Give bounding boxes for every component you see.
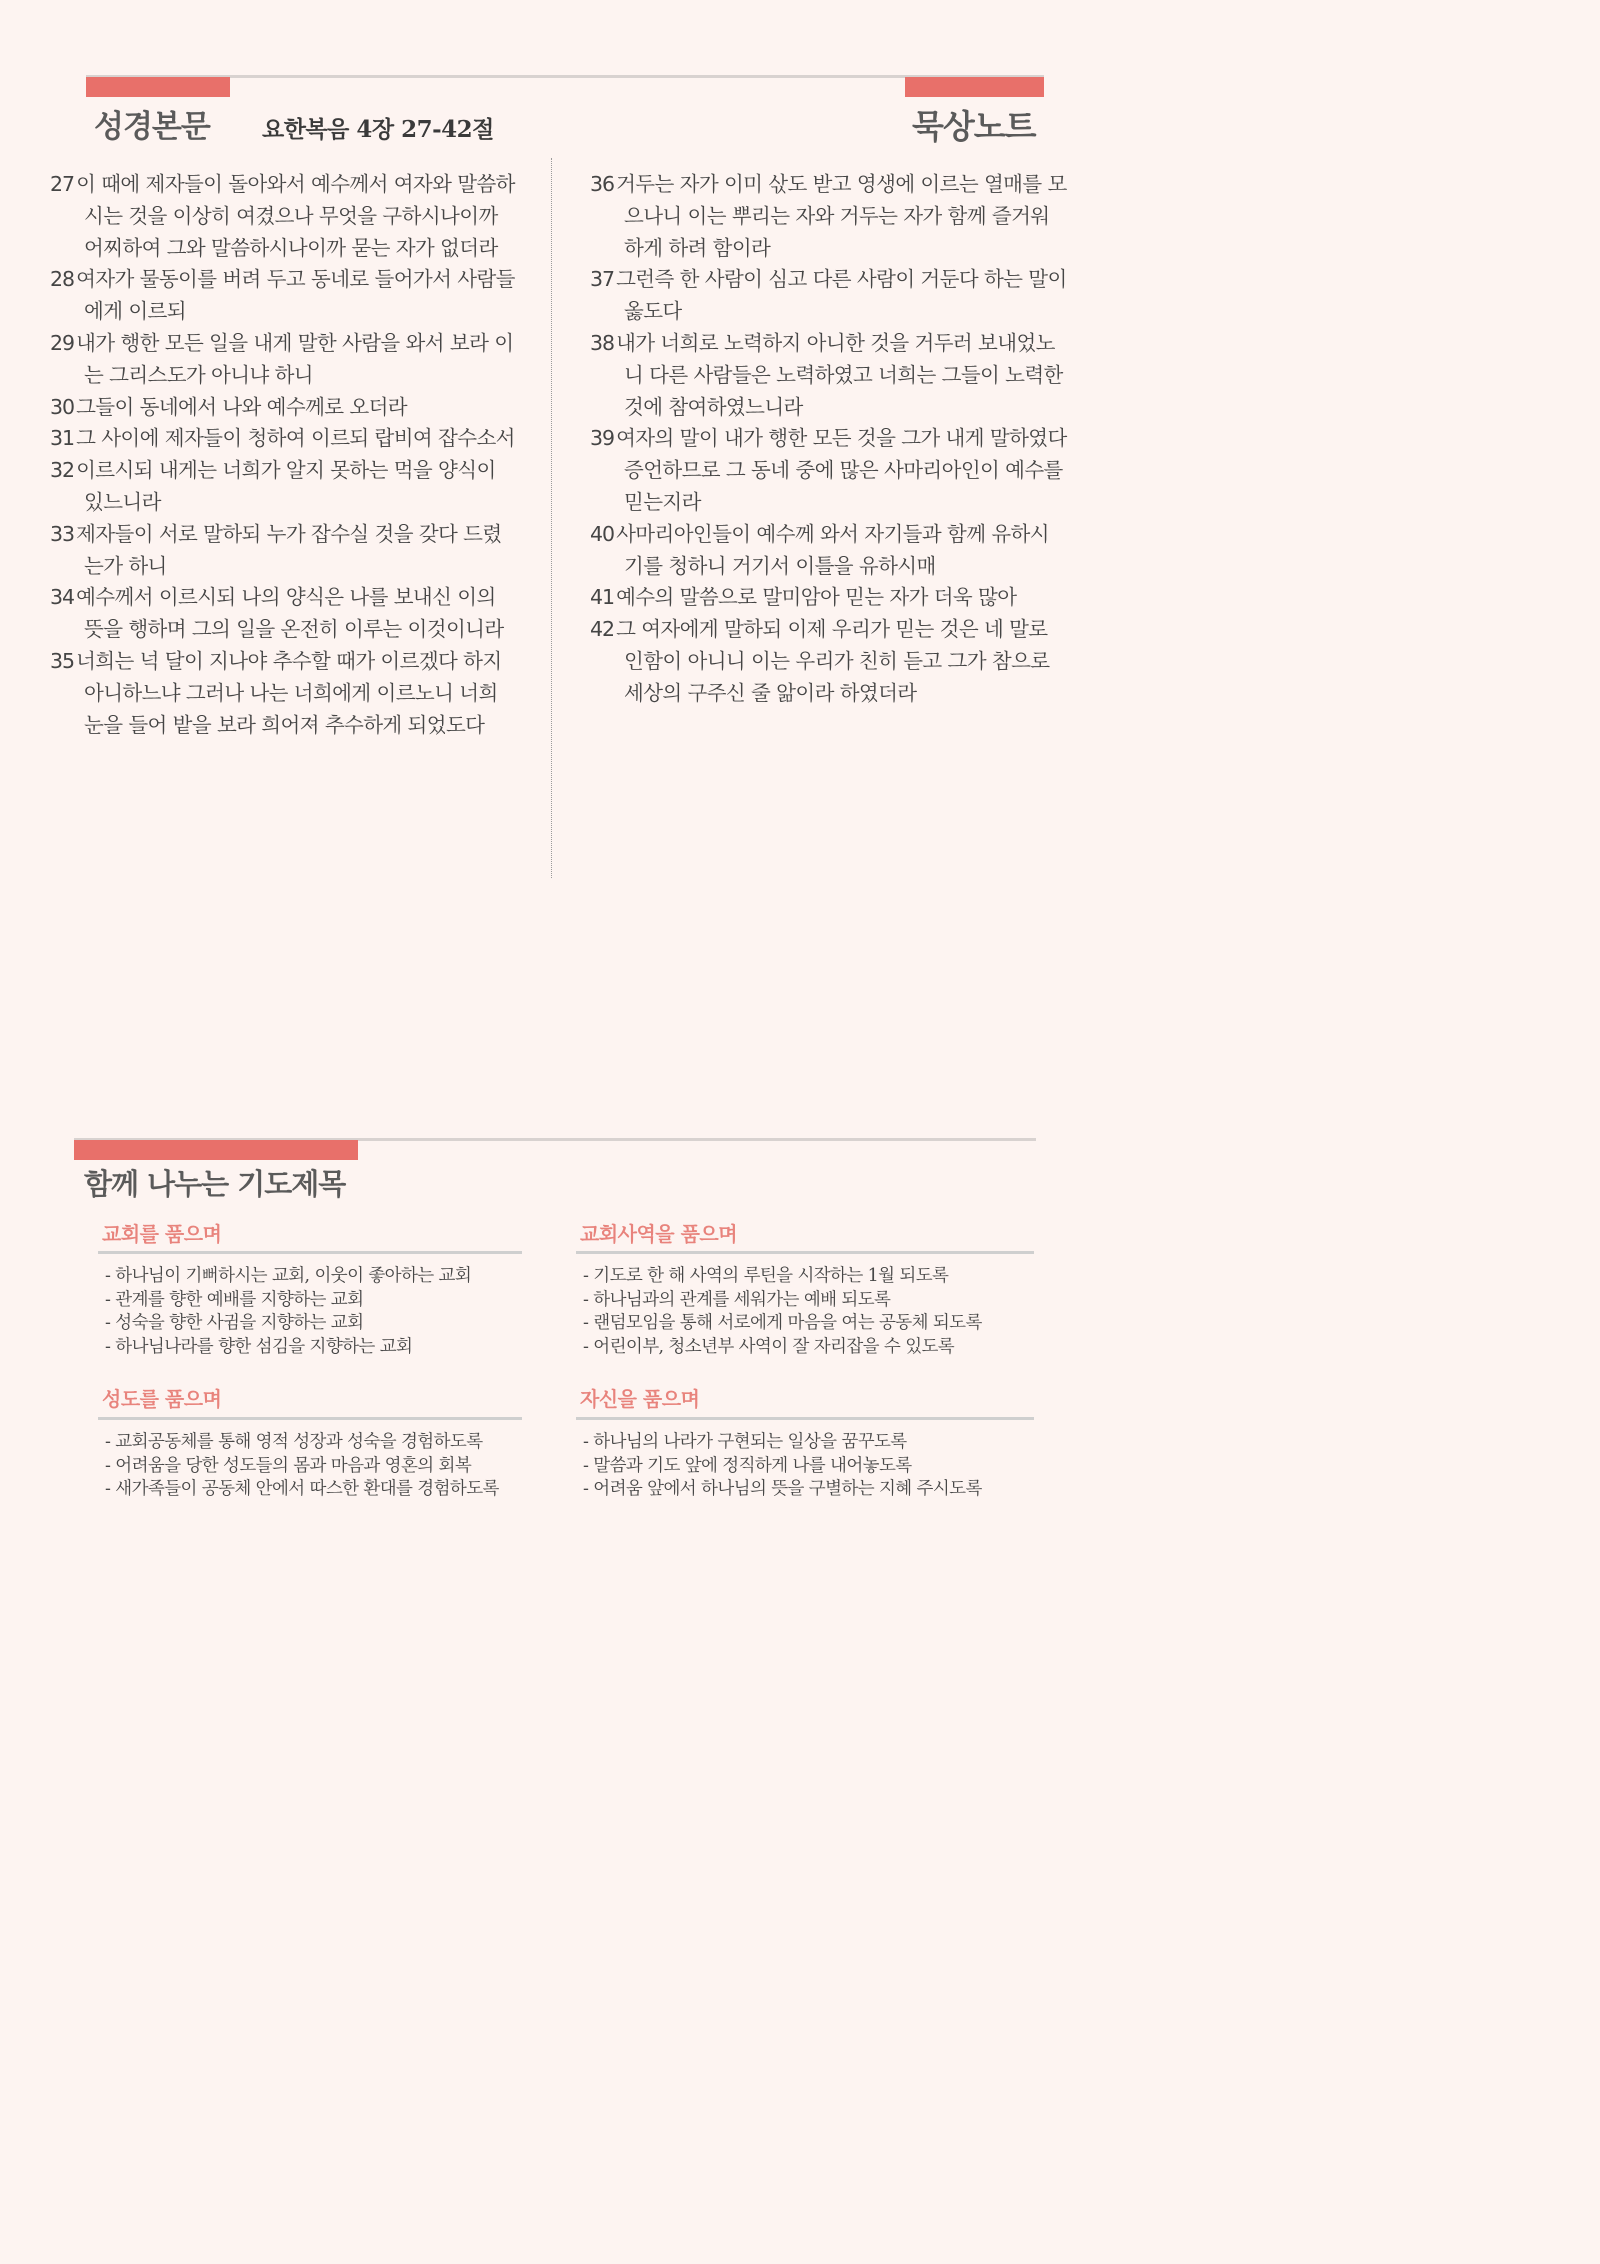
prayer-item: - 기도로 한 해 사역의 루틴을 시작하는 1월 되도록	[583, 1266, 949, 1286]
prayer-item: - 관계를 향한 예배를 지향하는 교회	[105, 1289, 364, 1310]
prayer-group-heading-members: 성도를 품으며	[102, 1387, 222, 1411]
verse-text: 제자들이 서로 말하되 누가 잡수실 것을 갖다 드렸는가 하니	[76, 521, 502, 578]
verse-number: 28	[50, 267, 75, 292]
scripture-reference: 요한복음 4장 27-42절	[262, 116, 494, 143]
verse-number: 38	[590, 330, 615, 355]
verse-text: 여자가 물동이를 버려 두고 동네로 들어가서 사람들에게 이르되	[76, 267, 515, 324]
prayer-item: - 교회공동체를 통해 영적 성장과 성숙을 경험하도록	[105, 1432, 483, 1452]
verse	[50, 519, 516, 583]
prayer-item: - 성숙을 향한 사귐을 지향하는 교회	[105, 1313, 364, 1333]
verse-text: 예수의 말씀으로 말미암아 믿는 자가 더욱 많아	[616, 585, 1017, 610]
verse-number: 34	[50, 585, 75, 610]
verse	[590, 614, 1068, 709]
verse-number: 35	[50, 648, 75, 673]
verse-text: 그 사이에 제자들이 청하여 이르되 랍비여 잡수소서	[76, 426, 515, 451]
notes-title: 묵상노트	[912, 107, 1036, 146]
verse	[50, 264, 516, 328]
verse-number: 40	[590, 521, 615, 546]
verse-text: 내가 너희로 노력하지 아니한 것을 거두러 보내었노니 다른 사람들은 노력하였고 너희는 그들이 노력한 것에 참여하였느니라	[616, 330, 1063, 419]
verse-number: 31	[50, 426, 75, 451]
verse-text: 사마리아인들이 예수께 와서 자기들과 함께 유하시기를 청하니 거기서 이틀을 유하시매	[616, 521, 1049, 578]
verses-right-column	[590, 169, 1068, 710]
verse-text: 그들이 동네에서 나와 예수께로 오더라	[76, 394, 408, 419]
verse	[50, 328, 516, 392]
prayer-list-members	[105, 1431, 499, 1502]
prayer-group-heading-self: 자신을 품으며	[580, 1387, 700, 1411]
verse	[590, 582, 1068, 614]
column-divider	[551, 158, 552, 878]
verse	[590, 519, 1068, 583]
verse-number: 30	[50, 394, 75, 419]
prayer-title: 함께 나누는 기도제목	[84, 1167, 346, 1201]
verse-number: 32	[50, 458, 75, 483]
verse	[50, 169, 516, 264]
verse-text: 그 여자에게 말하되 이제 우리가 믿는 것은 네 말로 인함이 아니니 이는 우리가 친히 듣고 그가 참으로 세상의 구주신 줄 앎이라 하였더라	[616, 617, 1050, 705]
prayer-list-ministry	[583, 1265, 982, 1359]
prayer-group-rule	[98, 1251, 522, 1254]
prayer-accent-bar	[74, 1140, 358, 1160]
notes-accent-bar	[905, 77, 1044, 97]
verse-text: 너희는 넉 달이 지나야 추수할 때가 이르겠다 하지 아니하느냐 그러나 나는 너희에게 이르노니 너희 눈을 들어 밭을 보라 희어져 추수하게 되었도다	[76, 648, 502, 737]
verse	[50, 455, 516, 519]
verse-text: 그런즉 한 사람이 심고 다른 사람이 거둔다 하는 말이 옳도다	[616, 267, 1067, 324]
verse-number: 39	[590, 426, 615, 451]
verse-text: 이르시되 내게는 너희가 알지 못하는 먹을 양식이 있느니라	[76, 458, 496, 514]
prayer-list-self	[583, 1431, 982, 1502]
prayer-item: - 어린이부, 청소년부 사역이 잘 자리잡을 수 있도록	[583, 1336, 955, 1357]
prayer-item: - 말씀과 기도 앞에 정직하게 나를 내어놓도록	[583, 1455, 912, 1476]
prayer-group-heading-church: 교회를 품으며	[102, 1222, 222, 1246]
verse-number: 29	[50, 330, 75, 355]
prayer-item: - 새가족들이 공동체 안에서 따스한 환대를 경험하도록	[105, 1479, 499, 1499]
prayer-item: - 하나님과의 관계를 세워가는 예배 되도록	[583, 1289, 891, 1310]
prayer-group-rule	[98, 1417, 522, 1420]
prayer-group-rule	[576, 1251, 1034, 1254]
verse-text: 여자의 말이 내가 행한 모든 것을 그가 내게 말하였다 증언하므로 그 동네 중에 많은 사마리아인이 예수를 믿는지라	[616, 426, 1067, 514]
verse-number: 33	[50, 521, 75, 546]
prayer-item: - 하나님이 기뻐하시는 교회, 이웃이 좋아하는 교회	[105, 1266, 472, 1286]
verse	[50, 646, 516, 741]
verse	[50, 392, 516, 424]
prayer-item: - 랜덤모임을 통해 서로에게 마음을 여는 공동체 되도록	[583, 1313, 982, 1333]
prayer-group-rule	[576, 1417, 1034, 1420]
verse	[590, 264, 1068, 328]
verse	[590, 169, 1068, 264]
verse-number: 41	[590, 585, 615, 610]
prayer-item: - 어려움 앞에서 하나님의 뜻을 구별하는 지혜 주시도록	[583, 1479, 982, 1499]
scripture-title: 성경본문	[94, 109, 210, 145]
verse	[50, 423, 516, 455]
prayer-item: - 하나님나라를 향한 섬김을 지향하는 교회	[105, 1336, 413, 1357]
prayer-item: - 하나님의 나라가 구현되는 일상을 꿈꾸도록	[583, 1432, 907, 1452]
verse-text: 거두는 자가 이미 삯도 받고 영생에 이르는 열매를 모으나니 이는 뿌리는 자와 거두는 자가 함께 즐거워하게 하려 함이라	[616, 172, 1067, 260]
prayer-group-heading-ministry: 교회사역을 품으며	[580, 1222, 738, 1246]
verse	[590, 423, 1068, 518]
prayer-list-church	[105, 1265, 471, 1359]
verse-text: 이 때에 제자들이 돌아와서 예수께서 여자와 말씀하시는 것을 이상히 여겼으나 무엇을 구하시나이까 어찌하여 그와 말씀하시나이까 묻는 자가 없더라	[76, 172, 515, 260]
verse-text: 예수께서 이르시되 나의 양식은 나를 보내신 이의 뜻을 행하며 그의 일을 온전히 이루는 이것이니라	[76, 585, 504, 642]
scripture-accent-bar	[86, 77, 230, 97]
verse-number: 36	[590, 172, 615, 196]
prayer-item: - 어려움을 당한 성도들의 몸과 마음과 영혼의 회복	[105, 1455, 472, 1476]
verse	[50, 582, 516, 646]
verse-number: 27	[50, 172, 75, 196]
verse	[590, 328, 1068, 423]
verse-text: 내가 행한 모든 일을 내게 말한 사람을 와서 보라 이는 그리스도가 아니냐 하니	[76, 330, 514, 387]
verses-left-column	[50, 169, 516, 741]
verse-number: 37	[590, 267, 615, 292]
verse-number: 42	[590, 617, 615, 642]
